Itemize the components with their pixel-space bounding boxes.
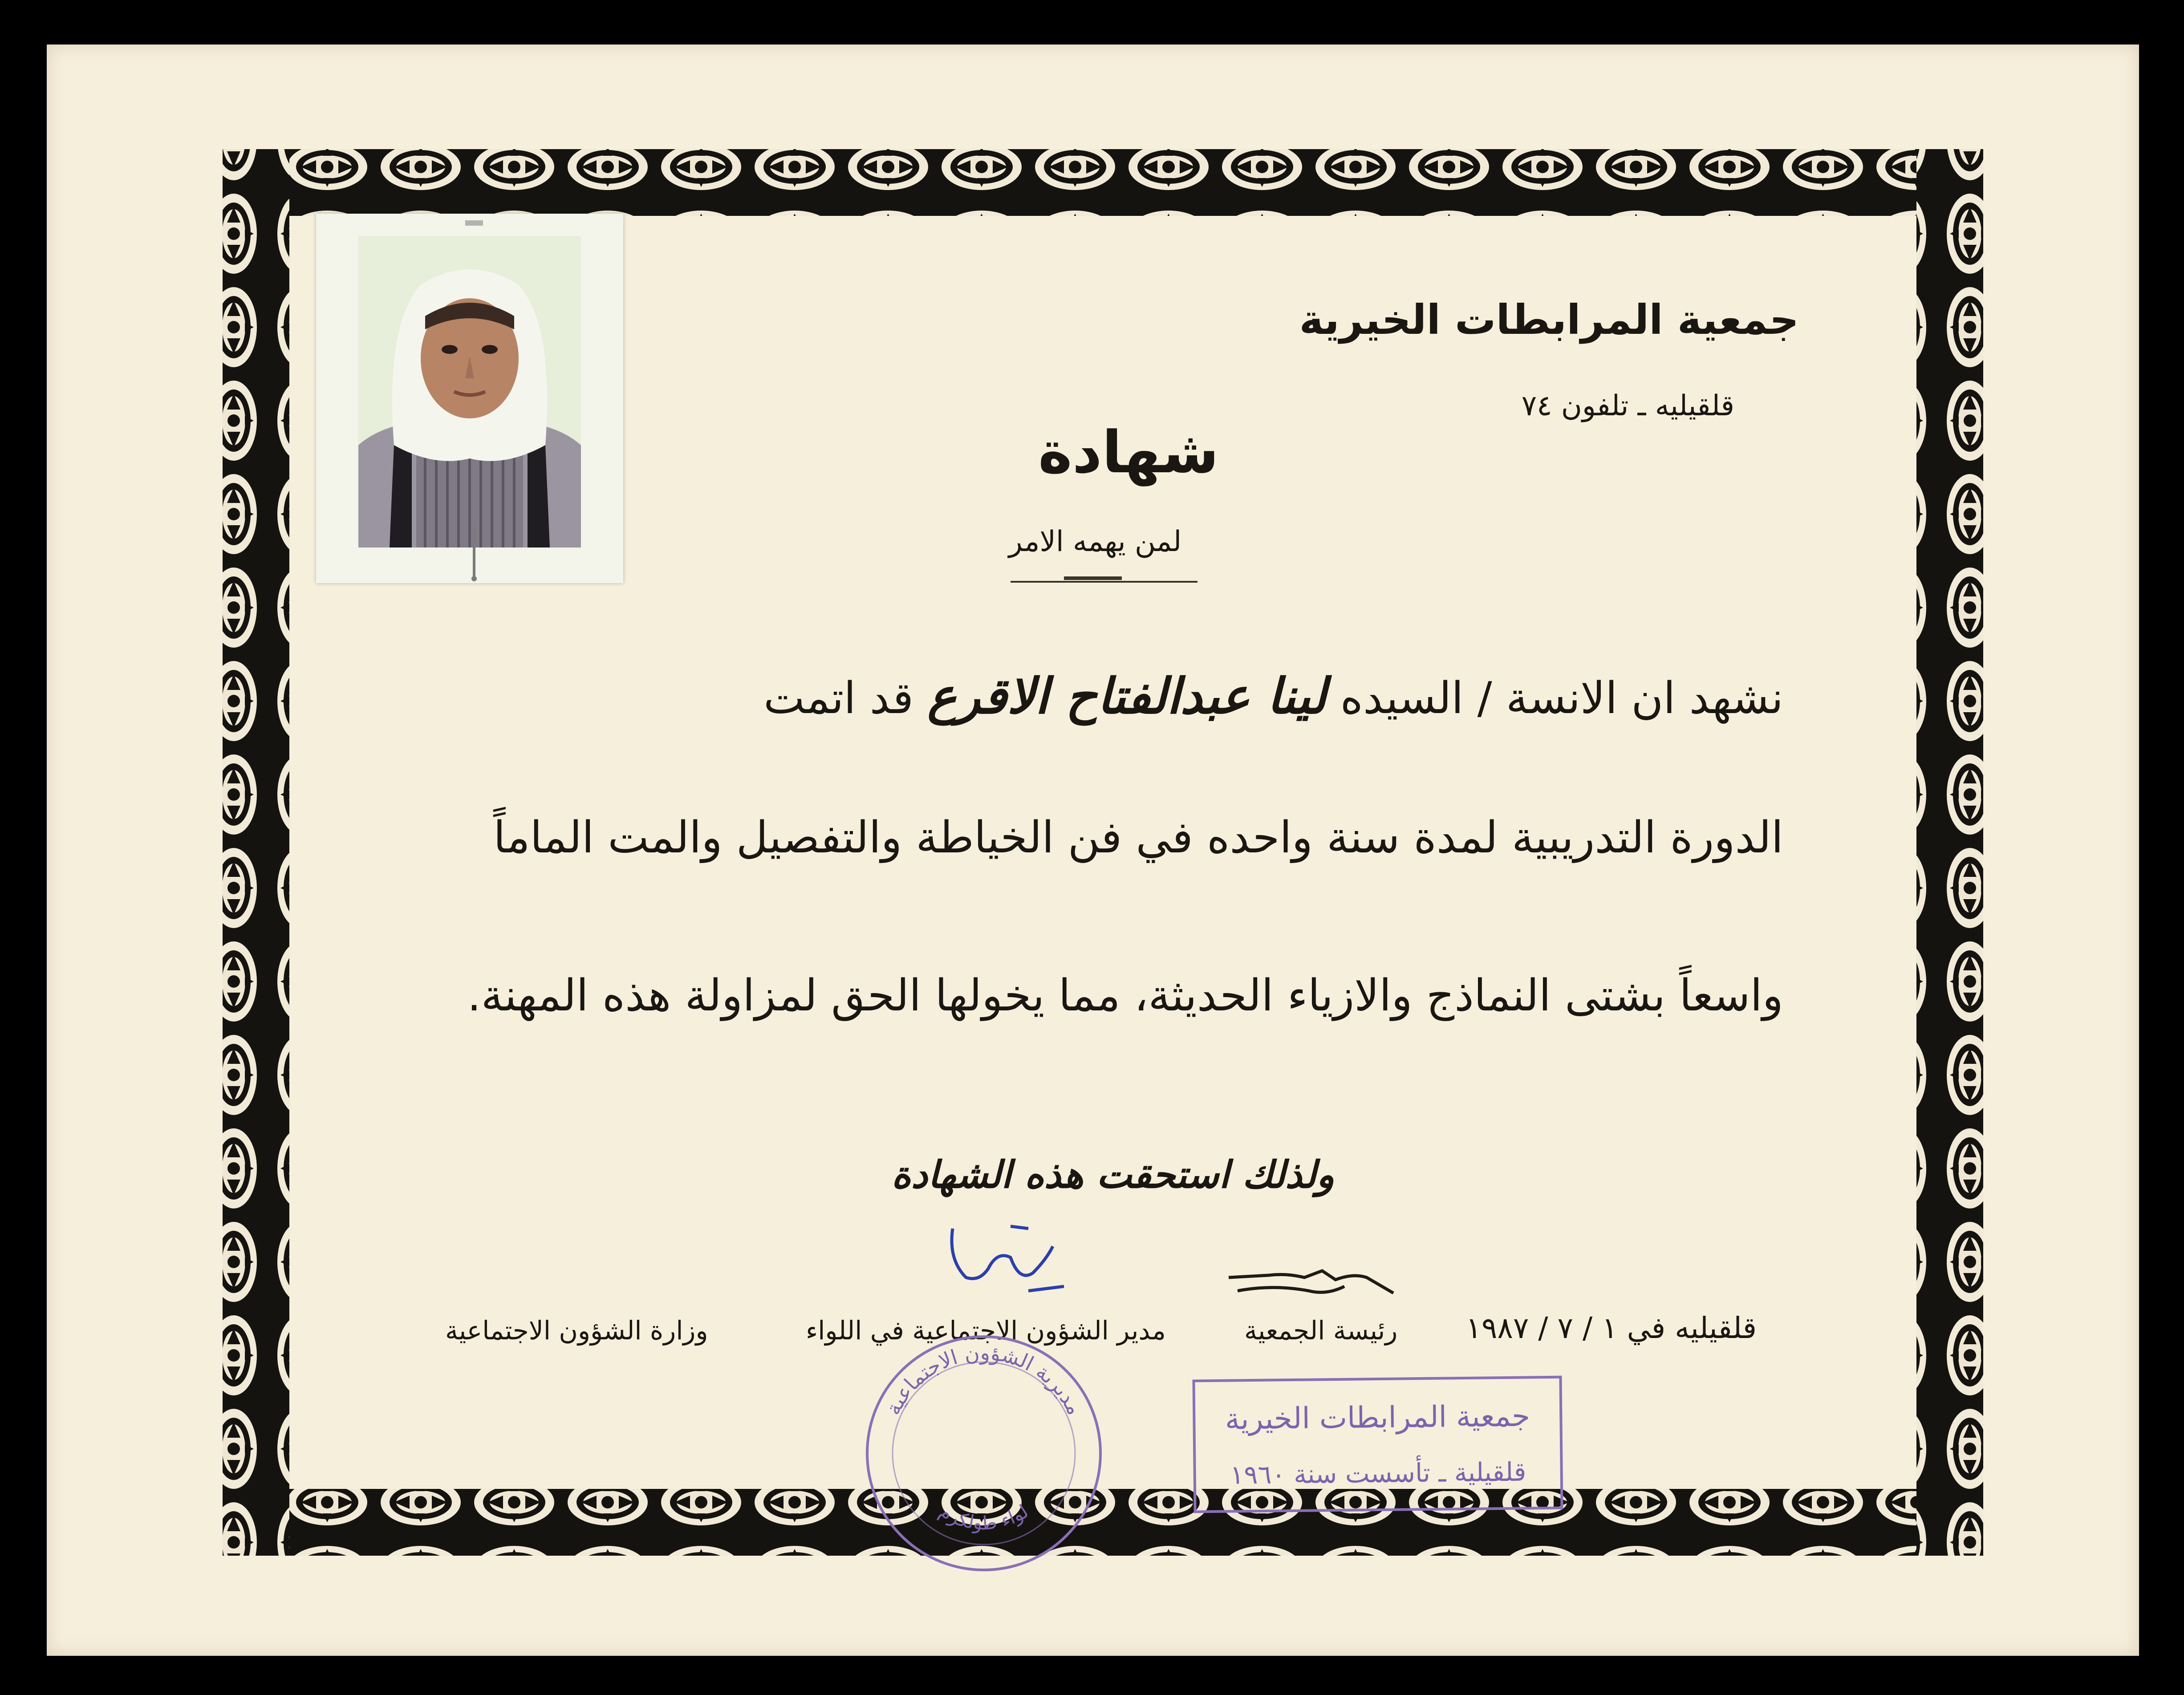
president-label: رئيسة الجمعية <box>1244 1315 1398 1346</box>
round-ministry-seal <box>859 1329 1108 1578</box>
border-right <box>1916 149 1983 1556</box>
organization-phone: قلقيليه ـ تلفون ٧٤ <box>1521 389 1734 422</box>
organization-name: جمعية المرابطات الخيرية <box>1299 296 1799 344</box>
seal-top-text: مديرية الشؤون الاجتماعية <box>881 1340 1087 1419</box>
closing-statement: ولذلك استحقت هذه الشهادة <box>891 1153 1335 1196</box>
to-whom-it-may-concern: لمن يهمه الامر <box>1008 525 1182 558</box>
title-underline <box>1011 581 1198 583</box>
border-top <box>223 149 1983 216</box>
line1-suffix: قد اتمت <box>763 673 914 724</box>
svg-text:مديرية الشؤون الاجتماعية <box>881 1341 1087 1419</box>
ministry-label: وزارة الشؤون الاجتماعية <box>445 1315 708 1346</box>
svg-text:لواء طولكرم <box>935 1500 1032 1534</box>
director-signature <box>939 1220 1082 1309</box>
body-line-1 <box>763 668 1783 725</box>
president-signature <box>1220 1260 1407 1318</box>
recipient-name: لينا عبدالفتاح الاقرع <box>927 668 1327 725</box>
line1-prefix: نشهد ان الانسة / السيده <box>1340 673 1783 724</box>
stamp-line-1: جمعية المرابطات الخيرية <box>1225 1399 1530 1436</box>
director-label: مدير الشؤون الاجتماعية في اللواء <box>806 1315 1166 1346</box>
body-line-3: واسعاً بشتى النماذج والازياء الحديثة، مما يخولها الحق لمزاولة هذه المهنة. <box>467 970 1783 1021</box>
body-line-2: الدورة التدريبية لمدة سنة واحده في فن الخياطة والتفصيل والمت الماماً <box>493 812 1783 863</box>
stamp-line-2: قلقيلية ـ تأسست سنة ١٩٦٠ <box>1230 1456 1526 1490</box>
title-underline-accent <box>1064 576 1122 580</box>
organization-stamp <box>1192 1376 1563 1513</box>
portrait-photo <box>316 214 623 583</box>
certificate-title: شهادة <box>1038 418 1219 486</box>
border-left <box>223 149 289 1556</box>
place-and-date: قلقيليه في ١ / ٧ / ١٩٨٧ <box>1465 1311 1757 1345</box>
seal-bottom-text: لواء طولكرم <box>935 1500 1032 1534</box>
